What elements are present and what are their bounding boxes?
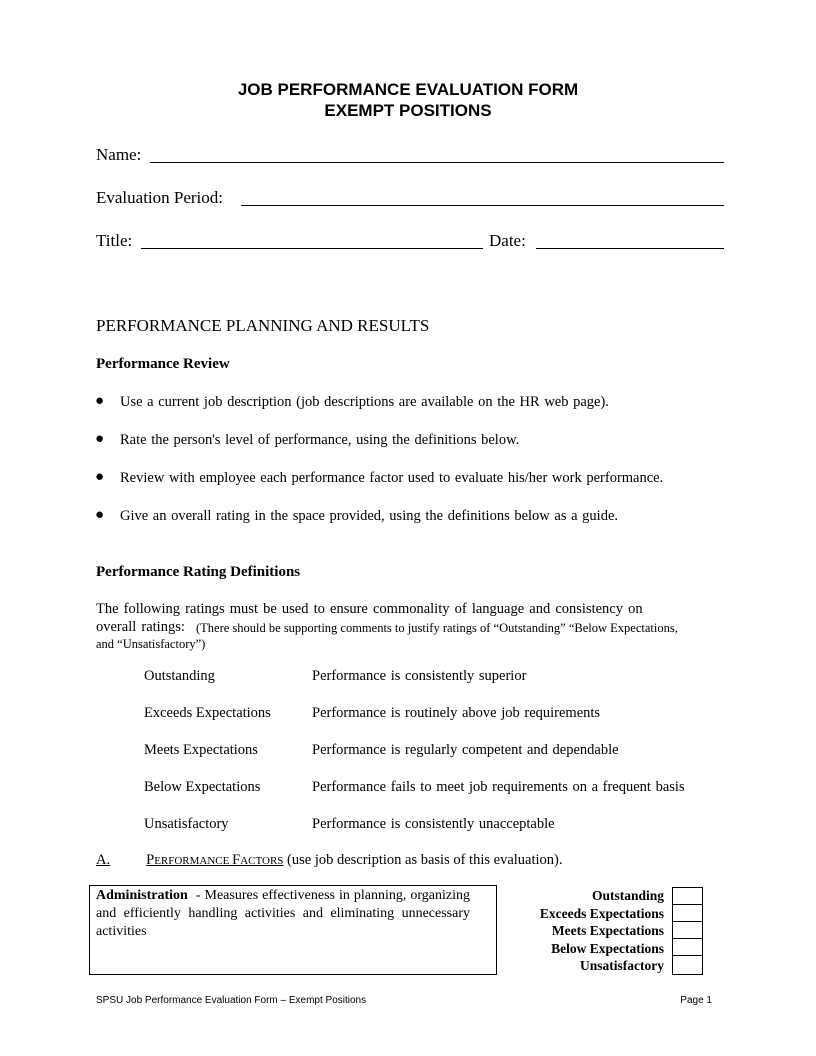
rating-definition: Performance is regularly competent and dependable (312, 742, 619, 758)
bullet-icon: ● (95, 393, 105, 409)
checkbox-meets[interactable] (672, 921, 703, 939)
scale-label-below: Below Expectations (551, 940, 664, 956)
planning-heading: PERFORMANCE PLANNING AND RESULTS (96, 316, 430, 335)
form-subtitle: EXEMPT POSITIONS (324, 101, 492, 120)
rating-definition: Performance fails to meet job requirements on a frequent basis (312, 779, 685, 795)
checkbox-exceeds[interactable] (672, 904, 703, 922)
factor-text: - Measures effectiveness in planning, organizing and efficiently handling activities and eliminating unnecessary activities (96, 888, 470, 939)
checkbox-unsatisfactory[interactable] (672, 955, 703, 975)
scale-label-meets: Meets Expectations (551, 923, 664, 938)
scale-label-outstanding: Outstanding (591, 888, 664, 903)
rating-definition: Performance is consistently unacceptable (312, 816, 555, 832)
rating-term: Outstanding (144, 668, 215, 684)
list-item: Use a current job description (job descriptions are available on the HR web page). (120, 394, 609, 410)
name-field[interactable] (150, 161, 724, 163)
performance-factors-heading (96, 851, 562, 870)
definitions-note: (There should be supporting comments to justify ratings of “Outstanding” “Below Expectations, (196, 621, 678, 635)
section-letter: A. (96, 852, 111, 868)
bullet-icon: ● (95, 507, 105, 523)
evaluation-period-field[interactable] (241, 204, 724, 206)
scale-label-exceeds: Exceeds Expectations (539, 905, 664, 921)
rating-definition: Performance is routinely above job requirements (312, 705, 601, 721)
section-title: PERFORMANCE FACTORS (146, 852, 284, 868)
rating-term: Below Expectations (144, 779, 261, 795)
checkbox-below[interactable] (672, 938, 703, 956)
date-label: Date: (489, 231, 526, 250)
section-note: (use job description as basis of this evaluation). (287, 852, 563, 868)
definitions-heading: Performance Rating Definitions (96, 564, 301, 580)
definitions-note-cont: and “Unsatisfactory”) (96, 637, 206, 651)
rating-term: Meets Expectations (144, 742, 258, 758)
title-field[interactable] (141, 247, 483, 249)
footer-title: SPSU Job Performance Evaluation Form – Exempt Positions (96, 995, 367, 1006)
rating-definition: Performance is consistently superior (312, 668, 527, 684)
checkbox-outstanding[interactable] (672, 887, 703, 905)
form-title: JOB PERFORMANCE EVALUATION FORM (237, 80, 579, 99)
rating-term: Unsatisfactory (144, 816, 229, 832)
evaluation-period-label: Evaluation Period: (96, 188, 224, 207)
name-label: Name: (96, 145, 142, 164)
definitions-intro-line1: The following ratings must be used to ensure commonality of language and consistency on (96, 601, 643, 617)
list-item: Review with employee each performance factor used to evaluate his/her work performance. (120, 470, 664, 486)
factor-description (96, 887, 470, 941)
bullet-icon: ● (95, 431, 105, 447)
title-label: Title: (96, 231, 133, 250)
date-field[interactable] (536, 247, 724, 249)
review-heading: Performance Review (96, 356, 230, 372)
definitions-intro-line2: overall ratings: (96, 619, 185, 635)
rating-term: Exceeds Expectations (144, 705, 271, 721)
scale-label-unsatisfactory: Unsatisfactory (580, 958, 664, 973)
bullet-icon: ● (95, 469, 105, 485)
list-item: Rate the person's level of performance, using the definitions below. (120, 432, 520, 448)
factor-title: Administration (96, 888, 188, 903)
page-number: Page 1 (680, 995, 712, 1006)
list-item: Give an overall rating in the space provided, using the definitions below as a guide. (120, 508, 619, 524)
